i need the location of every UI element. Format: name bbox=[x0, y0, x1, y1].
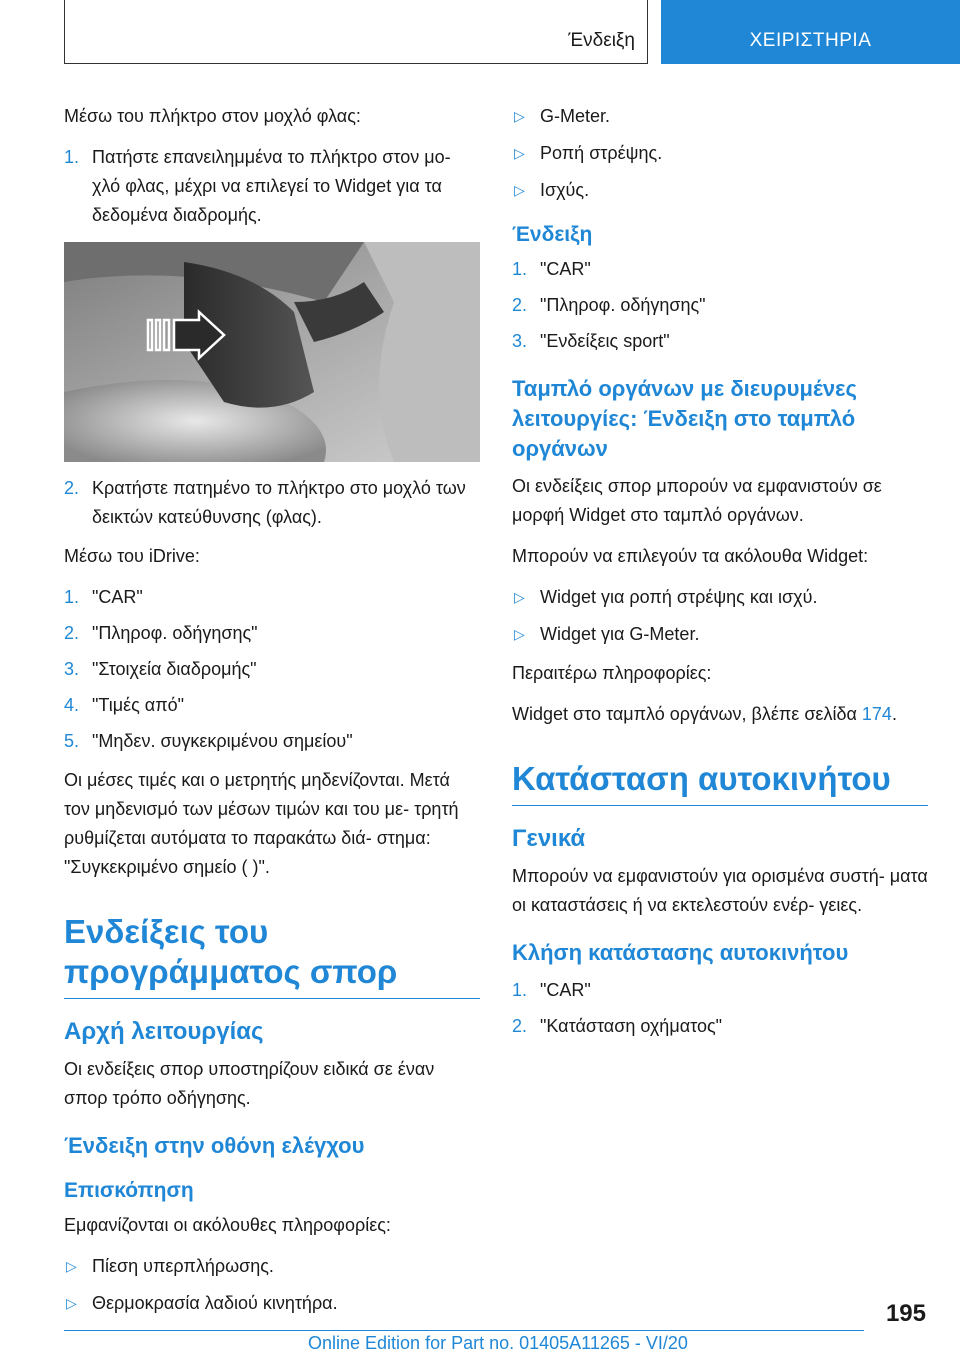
step-number: 1. bbox=[64, 147, 80, 167]
overview-text: Εμφανίζονται οι ακόλουθες πληροφορίες: bbox=[64, 1215, 391, 1235]
step-number: 3. bbox=[512, 331, 528, 351]
list-item bbox=[512, 255, 928, 284]
step-number: 1. bbox=[64, 587, 80, 607]
list-item bbox=[512, 620, 928, 649]
triangle-bullet-icon: ▷ bbox=[66, 1258, 77, 1274]
step-text: "Πληροφ. οδήγησης" bbox=[540, 295, 706, 315]
cluster-text: Οι ενδείξεις σπορ μπορούν να εμφανιστούν σε μορφή Widget στο ταμπλό οργάνων. bbox=[512, 476, 882, 525]
list-item bbox=[64, 727, 480, 756]
step-number: 2. bbox=[64, 623, 80, 643]
list-item bbox=[64, 474, 480, 532]
step-text: "Τιμές από" bbox=[92, 695, 185, 715]
right-column bbox=[512, 102, 928, 1051]
call-status-steps bbox=[512, 976, 928, 1041]
item-text: Πίεση υπερπλήρωσης. bbox=[92, 1256, 274, 1276]
step-number: 1. bbox=[512, 980, 528, 1000]
step-text: "Κατάσταση οχήματος" bbox=[540, 1016, 723, 1036]
idrive-intro: Μέσω του iDrive: bbox=[64, 546, 200, 566]
step-number: 2. bbox=[512, 295, 528, 315]
triangle-bullet-icon: ▷ bbox=[514, 589, 525, 605]
page-reference-link[interactable]: 174 bbox=[861, 704, 892, 724]
triangle-bullet-icon: ▷ bbox=[514, 145, 525, 161]
turn-signal-lever-figure bbox=[64, 242, 480, 462]
page-number: 195 bbox=[885, 1300, 926, 1327]
triangle-bullet-icon: ▷ bbox=[514, 182, 525, 198]
step-number: 2. bbox=[64, 478, 80, 498]
list-item bbox=[512, 583, 928, 612]
call-status-title: Κλήση κατάστασης αυτοκινήτου bbox=[512, 940, 849, 965]
widgets-intro: Μπορούν να επιλεγούν τα ακόλουθα Widget: bbox=[512, 546, 869, 566]
display-steps bbox=[512, 255, 928, 356]
item-text: Widget για G-Meter. bbox=[540, 624, 700, 644]
list-item bbox=[64, 1252, 480, 1281]
header-section-label: Ένδειξη bbox=[568, 30, 635, 51]
reference-line bbox=[512, 700, 928, 729]
step-text: "CAR" bbox=[540, 259, 591, 279]
list-item bbox=[512, 176, 928, 205]
reset-text: Οι μέσες τιμές και ο μετρητής μηδενίζονται. Μετά τον μηδενισμό των μέσων τιμών και του με- τρητή ρυθμίζεται αυτόματα το παρακάτω διά- στημα: "Συγκεκριμένο σημείο ( )". bbox=[64, 770, 459, 877]
list-item bbox=[512, 291, 928, 320]
section-title-sport-displays: Ενδείξεις του προγράμματος σπορ bbox=[64, 912, 480, 999]
overview-title: Επισκόπηση bbox=[64, 1179, 194, 1202]
step-number: 5. bbox=[64, 731, 80, 751]
step-number: 4. bbox=[64, 695, 80, 715]
footer-divider bbox=[64, 1330, 864, 1331]
triangle-bullet-icon: ▷ bbox=[514, 626, 525, 642]
item-text: G-Meter. bbox=[540, 106, 611, 126]
overview-list bbox=[64, 1252, 480, 1318]
footer-edition: Online Edition for Part no. 01405A11265 - VI/20 bbox=[308, 1333, 688, 1353]
widgets-list bbox=[512, 583, 928, 649]
step-text: Πατήστε επανειλημμένα το πλήκτρο στον μο- χλό φλας, μέχρι να επιλεγεί το Widget για τα δεδομένα διαδρομής. bbox=[92, 147, 451, 225]
triangle-bullet-icon: ▷ bbox=[66, 1295, 77, 1311]
general-text: Μπορούν να εμφανιστούν για ορισμένα συστή- ματα οι καταστάσεις ή να εκτελεστούν ενέρ- γειες. bbox=[512, 866, 928, 915]
reference-end: . bbox=[891, 704, 897, 724]
intro-text: Μέσω του πλήκτρο στον μοχλό φλας: bbox=[64, 106, 361, 126]
step-text: "CAR" bbox=[92, 587, 143, 607]
list-item bbox=[64, 583, 480, 612]
step-text: "Στοιχεία διαδρομής" bbox=[92, 659, 257, 679]
step-text: "Πληροφ. οδήγησης" bbox=[92, 623, 258, 643]
reference-text: Widget στο ταμπλό οργάνων, βλέπε σελίδα bbox=[512, 704, 857, 724]
list-item bbox=[512, 139, 928, 168]
list-item bbox=[64, 691, 480, 720]
step-number: 1. bbox=[512, 259, 528, 279]
header-section-box bbox=[64, 0, 648, 64]
step-number: 3. bbox=[64, 659, 80, 679]
list-item bbox=[64, 619, 480, 648]
chapter-tab-label: ΧΕΙΡΙΣΤΗΡΙΑ bbox=[749, 30, 872, 51]
list-item bbox=[64, 655, 480, 684]
overview-list-continued bbox=[512, 102, 928, 205]
list-item bbox=[512, 102, 928, 131]
item-text: Ροπή στρέψης. bbox=[540, 143, 663, 163]
item-text: Ισχύς. bbox=[540, 180, 590, 200]
control-display-title: Ένδειξη στην οθόνη ελέγχου bbox=[64, 1133, 365, 1158]
triangle-bullet-icon: ▷ bbox=[514, 108, 525, 124]
item-text: Θερμοκρασία λαδιού κινητήρα. bbox=[92, 1293, 338, 1313]
list-item bbox=[512, 1012, 928, 1041]
step-text: "CAR" bbox=[540, 980, 591, 1000]
step-text: Κρατήστε πατημένο το πλήκτρο στο μοχλό των δεικτών κατεύθυνσης (φλας). bbox=[92, 478, 466, 527]
step-number: 2. bbox=[512, 1016, 528, 1036]
steps-list-a bbox=[64, 143, 480, 230]
list-item bbox=[64, 143, 480, 230]
general-title: Γενικά bbox=[512, 825, 586, 852]
list-item bbox=[512, 976, 928, 1005]
principle-text: Οι ενδείξεις σπορ υποστηρίζουν ειδικά σε έναν σπορ τρόπο οδήγησης. bbox=[64, 1059, 435, 1108]
display-title: Ένδειξη bbox=[512, 223, 593, 246]
item-text: Widget για ροπή στρέψης και ισχύ. bbox=[540, 587, 818, 607]
step-text: "Ενδείξεις sport" bbox=[540, 331, 670, 351]
more-info-label: Περαιτέρω πληροφορίες: bbox=[512, 663, 712, 683]
steps-list-b bbox=[64, 474, 480, 532]
chapter-tab[interactable] bbox=[661, 0, 960, 64]
list-item bbox=[512, 327, 928, 356]
left-column bbox=[64, 102, 480, 1328]
list-item bbox=[64, 1289, 480, 1318]
section-title-vehicle-status: Κατάσταση αυτοκινήτου bbox=[512, 759, 928, 806]
cluster-title: Ταμπλό οργάνων με διευρυμένες λειτουργίες: Ένδειξη στο ταμπλό οργάνων bbox=[512, 376, 857, 461]
idrive-steps bbox=[64, 583, 480, 756]
principle-title: Αρχή λειτουργίας bbox=[64, 1018, 264, 1045]
step-text: "Μηδεν. συγκεκριμένου σημείου" bbox=[92, 731, 353, 751]
